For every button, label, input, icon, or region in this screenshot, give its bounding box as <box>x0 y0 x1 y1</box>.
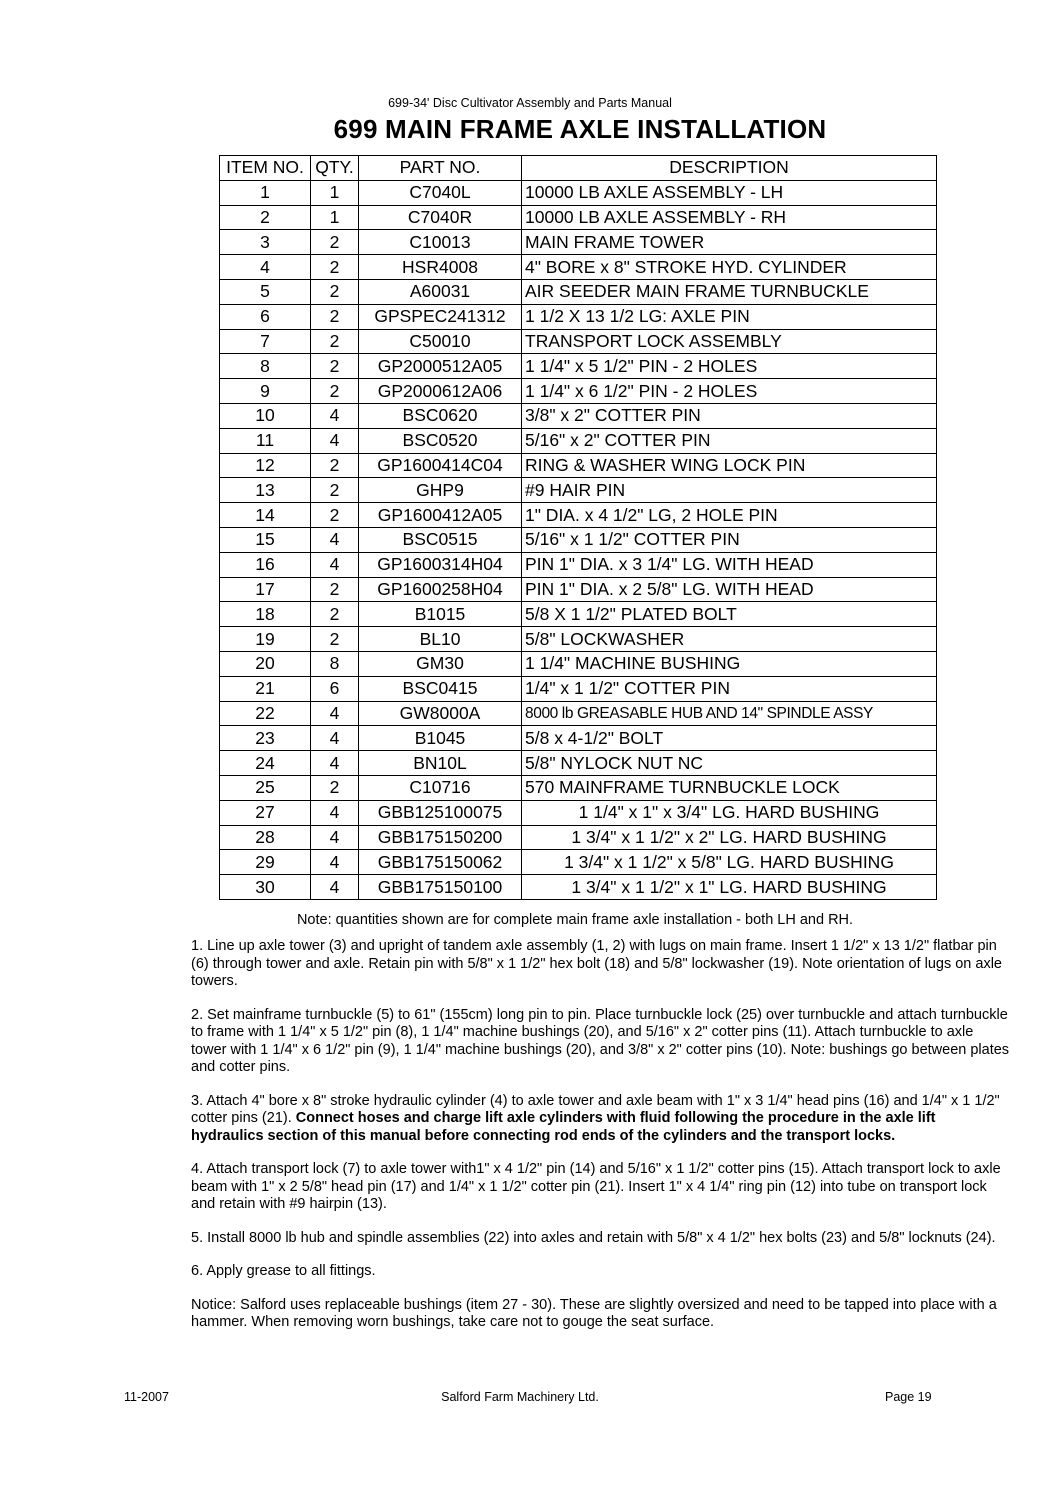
table-row <box>220 775 937 800</box>
cell-part-no: HSR4008 <box>359 255 522 280</box>
cell-item-no: 2 <box>220 205 311 230</box>
cell-part-no: GW8000A <box>359 701 522 726</box>
table-row <box>220 453 937 478</box>
cell-part-no: GP1600258H04 <box>359 577 522 602</box>
cell-part-no: GP1600412A05 <box>359 503 522 528</box>
table-row <box>220 850 937 875</box>
table-row <box>220 800 937 825</box>
cell-item-no: 16 <box>220 552 311 577</box>
parts-table-body <box>220 180 937 899</box>
cell-description: 1 1/4" x 6 1/2" PIN - 2 HOLES <box>522 379 937 404</box>
instruction-step-5: 5. Install 8000 lb hub and spindle assemblies (22) into axles and retain with 5/8" x 4 1/2" hex bolts (23) and 5/8" locknuts (24). <box>191 1229 996 1246</box>
cell-item-no: 9 <box>220 379 311 404</box>
footer-date: 11-2007 <box>124 1390 169 1404</box>
cell-description: AIR SEEDER MAIN FRAME TURNBUCKLE <box>522 279 937 304</box>
cell-part-no: BSC0415 <box>359 676 522 701</box>
cell-item-no: 24 <box>220 751 311 776</box>
cell-item-no: 17 <box>220 577 311 602</box>
parts-table <box>219 155 937 900</box>
cell-item-no: 18 <box>220 602 311 627</box>
cell-part-no: GBB175150200 <box>359 825 522 850</box>
cell-part-no: GBB175150062 <box>359 850 522 875</box>
cell-qty: 2 <box>311 453 359 478</box>
footer-company: Salford Farm Machinery Ltd. <box>441 1390 599 1404</box>
cell-qty: 4 <box>311 403 359 428</box>
cell-item-no: 7 <box>220 329 311 354</box>
cell-item-no: 4 <box>220 255 311 280</box>
table-row <box>220 379 937 404</box>
cell-part-no: BSC0520 <box>359 428 522 453</box>
step-3-text: 3. Attach 4" bore x 8" stroke hydraulic cylinder (4) to axle tower and axle beam with 1" x 3 1/4" head pins (16) and 1/4" x 1 1/2" cotter pins (21). <box>191 1092 1000 1126</box>
cell-part-no: GHP9 <box>359 478 522 503</box>
cell-description: 1 3/4" x 1 1/2" x 1" LG. HARD BUSHING <box>522 875 937 900</box>
table-row <box>220 478 937 503</box>
instruction-step-6: 6. Apply grease to all fittings. <box>191 1263 376 1279</box>
cell-description: 5/8 X 1 1/2" PLATED BOLT <box>522 602 937 627</box>
table-row <box>220 403 937 428</box>
cell-qty: 4 <box>311 552 359 577</box>
cell-description: 3/8" x 2" COTTER PIN <box>522 403 937 428</box>
cell-qty: 2 <box>311 230 359 255</box>
cell-description: 570 MAINFRAME TURNBUCKLE LOCK <box>522 775 937 800</box>
cell-item-no: 14 <box>220 503 311 528</box>
cell-item-no: 21 <box>220 676 311 701</box>
cell-qty: 2 <box>311 329 359 354</box>
cell-qty: 2 <box>311 602 359 627</box>
cell-qty: 2 <box>311 577 359 602</box>
cell-item-no: 15 <box>220 527 311 552</box>
cell-part-no: GP1600414C04 <box>359 453 522 478</box>
cell-description: 5/16" x 1 1/2" COTTER PIN <box>522 527 937 552</box>
cell-part-no: C7040R <box>359 205 522 230</box>
page-title: 699 MAIN FRAME AXLE INSTALLATION <box>333 114 827 144</box>
cell-description: 1 1/4" x 5 1/2" PIN - 2 HOLES <box>522 354 937 379</box>
cell-description: 10000 LB AXLE ASSEMBLY - LH <box>522 180 937 205</box>
instruction-step-4: 4. Attach transport lock (7) to axle tower with1" x 4 1/2" pin (14) and 5/16" x 1 1/2" cotter pins (15). Attach transport lock to axle beam with 1" x 2 5/8" head pin (17) and 1/4" x 1 1/2" cotter pin (21). Insert 1" x 4 1/4" ring pin (12) into tube on transport lock and retain with #9 hairpin (13). <box>191 1161 1001 1212</box>
cell-item-no: 8 <box>220 354 311 379</box>
cell-part-no: BL10 <box>359 627 522 652</box>
cell-qty: 2 <box>311 255 359 280</box>
cell-part-no: C10716 <box>359 775 522 800</box>
cell-qty: 4 <box>311 850 359 875</box>
cell-part-no: BSC0515 <box>359 527 522 552</box>
cell-qty: 4 <box>311 726 359 751</box>
cell-description: 1 1/4" MACHINE BUSHING <box>522 651 937 676</box>
cell-description: 1 3/4" x 1 1/2" x 5/8" LG. HARD BUSHING <box>522 850 937 875</box>
cell-part-no: A60031 <box>359 279 522 304</box>
cell-item-no: 3 <box>220 230 311 255</box>
table-row <box>220 676 937 701</box>
cell-qty: 2 <box>311 503 359 528</box>
instruction-step-2: 2. Set mainframe turnbuckle (5) to 61" (155cm) long pin to pin. Place turnbuckle lock (25) over turnbuckle and attach turnbuckle to frame with 1 1/4" x 5 1/2" pin (8), 1 1/4" machine bushings (20), and 5/16" x 2" cotter pins (11). Attach turnbuckle to axle tower with 1 1/4" x 6 1/2" pin (9), 1 1/4" machine bushings (20), and 3/8" x 2" cotter pins (10). Note: bushings go between plates and cotter pins. <box>191 1006 1010 1075</box>
header-qty: QTY. <box>311 156 359 181</box>
cell-qty: 4 <box>311 428 359 453</box>
table-row <box>220 651 937 676</box>
cell-item-no: 5 <box>220 279 311 304</box>
cell-item-no: 25 <box>220 775 311 800</box>
cell-part-no: B1015 <box>359 602 522 627</box>
assembly-instructions <box>191 938 1011 1348</box>
table-row <box>220 205 937 230</box>
cell-qty: 2 <box>311 354 359 379</box>
footer-page-number: Page 19 <box>885 1390 932 1404</box>
cell-item-no: 28 <box>220 825 311 850</box>
cell-qty: 8 <box>311 651 359 676</box>
table-row <box>220 428 937 453</box>
cell-part-no: GBB125100075 <box>359 800 522 825</box>
cell-qty: 2 <box>311 775 359 800</box>
manual-subtitle: 699-34' Disc Cultivator Assembly and Parts Manual <box>388 96 672 110</box>
cell-qty: 4 <box>311 527 359 552</box>
cell-qty: 4 <box>311 701 359 726</box>
table-row <box>220 627 937 652</box>
step-3-warning: Connect hoses and charge lift axle cylinders with fluid following the procedure in the axle lift hydraulics section of this manual before connecting rod ends of the cylinders and the transport locks. <box>191 1110 936 1144</box>
instruction-step-3 <box>191 1093 1011 1146</box>
quantities-note: Note: quantities shown are for complete main frame axle installation - both LH and RH. <box>296 912 854 928</box>
bushing-notice: Notice: Salford uses replaceable bushings (item 27 - 30). These are slightly oversized and need to be tapped into place with a hammer. When removing worn bushings, take care not to gouge the seat surface. <box>191 1296 997 1330</box>
cell-item-no: 30 <box>220 875 311 900</box>
cell-part-no: GP2000512A05 <box>359 354 522 379</box>
table-row <box>220 577 937 602</box>
cell-item-no: 6 <box>220 304 311 329</box>
cell-part-no: GPSPEC241312 <box>359 304 522 329</box>
cell-qty: 6 <box>311 676 359 701</box>
cell-description: 1 1/4" x 1" x 3/4" LG. HARD BUSHING <box>522 800 937 825</box>
cell-part-no: C10013 <box>359 230 522 255</box>
cell-part-no: GP1600314H04 <box>359 552 522 577</box>
cell-item-no: 22 <box>220 701 311 726</box>
cell-part-no: BSC0620 <box>359 403 522 428</box>
header-item-no: ITEM NO. <box>220 156 311 181</box>
cell-qty: 4 <box>311 751 359 776</box>
table-row <box>220 255 937 280</box>
cell-item-no: 27 <box>220 800 311 825</box>
cell-qty: 2 <box>311 379 359 404</box>
cell-part-no: GP2000612A06 <box>359 379 522 404</box>
table-row <box>220 751 937 776</box>
cell-qty: 2 <box>311 478 359 503</box>
table-row <box>220 304 937 329</box>
cell-description: 5/8" NYLOCK NUT NC <box>522 751 937 776</box>
table-row <box>220 180 937 205</box>
cell-description: TRANSPORT LOCK ASSEMBLY <box>522 329 937 354</box>
table-row <box>220 527 937 552</box>
cell-qty: 2 <box>311 627 359 652</box>
cell-part-no: GM30 <box>359 651 522 676</box>
cell-description: RING & WASHER WING LOCK PIN <box>522 453 937 478</box>
cell-description: 1" DIA. x 4 1/2" LG, 2 HOLE PIN <box>522 503 937 528</box>
table-row <box>220 875 937 900</box>
cell-description: 10000 LB AXLE ASSEMBLY - RH <box>522 205 937 230</box>
cell-item-no: 29 <box>220 850 311 875</box>
table-row <box>220 354 937 379</box>
cell-qty: 2 <box>311 279 359 304</box>
cell-qty: 2 <box>311 304 359 329</box>
table-row <box>220 503 937 528</box>
cell-part-no: B1045 <box>359 726 522 751</box>
cell-qty: 1 <box>311 180 359 205</box>
table-row <box>220 329 937 354</box>
cell-qty: 4 <box>311 800 359 825</box>
cell-item-no: 10 <box>220 403 311 428</box>
cell-item-no: 12 <box>220 453 311 478</box>
instruction-step-1: 1. Line up axle tower (3) and upright of tandem axle assembly (1, 2) with lugs on main frame. Insert 1 1/2" x 13 1/2" flatbar pin (6) through tower and axle. Retain pin with 5/8" x 1 1/2" hex bolt (18) and 5/8" lockwasher (19). Note orientation of lugs on axle towers. <box>191 938 1002 989</box>
cell-description: 1 3/4" x 1 1/2" x 2" LG. HARD BUSHING <box>522 825 937 850</box>
cell-item-no: 23 <box>220 726 311 751</box>
cell-description: 5/16" x 2" COTTER PIN <box>522 428 937 453</box>
cell-item-no: 13 <box>220 478 311 503</box>
cell-description: 5/8 x 4-1/2" BOLT <box>522 726 937 751</box>
cell-part-no: C7040L <box>359 180 522 205</box>
cell-description: 1/4" x 1 1/2" COTTER PIN <box>522 676 937 701</box>
cell-part-no: BN10L <box>359 751 522 776</box>
table-row <box>220 825 937 850</box>
cell-description: 5/8" LOCKWASHER <box>522 627 937 652</box>
cell-item-no: 20 <box>220 651 311 676</box>
cell-qty: 1 <box>311 205 359 230</box>
cell-part-no: C50010 <box>359 329 522 354</box>
cell-qty: 4 <box>311 875 359 900</box>
cell-item-no: 11 <box>220 428 311 453</box>
cell-qty: 4 <box>311 825 359 850</box>
cell-item-no: 19 <box>220 627 311 652</box>
cell-item-no: 1 <box>220 180 311 205</box>
cell-description: 8000 lb GREASABLE HUB AND 14" SPINDLE ASSY <box>522 701 937 726</box>
header-part-no: PART NO. <box>359 156 522 181</box>
header-description: DESCRIPTION <box>522 156 937 181</box>
cell-description: 1 1/2 X 13 1/2 LG: AXLE PIN <box>522 304 937 329</box>
cell-description: PIN 1" DIA. x 3 1/4" LG. WITH HEAD <box>522 552 937 577</box>
table-header-row <box>220 156 937 181</box>
table-row <box>220 230 937 255</box>
table-row <box>220 726 937 751</box>
cell-description: MAIN FRAME TOWER <box>522 230 937 255</box>
table-row <box>220 701 937 726</box>
table-row <box>220 602 937 627</box>
cell-part-no: GBB175150100 <box>359 875 522 900</box>
cell-description: PIN 1" DIA. x 2 5/8" LG. WITH HEAD <box>522 577 937 602</box>
table-row <box>220 279 937 304</box>
cell-description: 4" BORE x 8" STROKE HYD. CYLINDER <box>522 255 937 280</box>
cell-description: #9 HAIR PIN <box>522 478 937 503</box>
table-row <box>220 552 937 577</box>
